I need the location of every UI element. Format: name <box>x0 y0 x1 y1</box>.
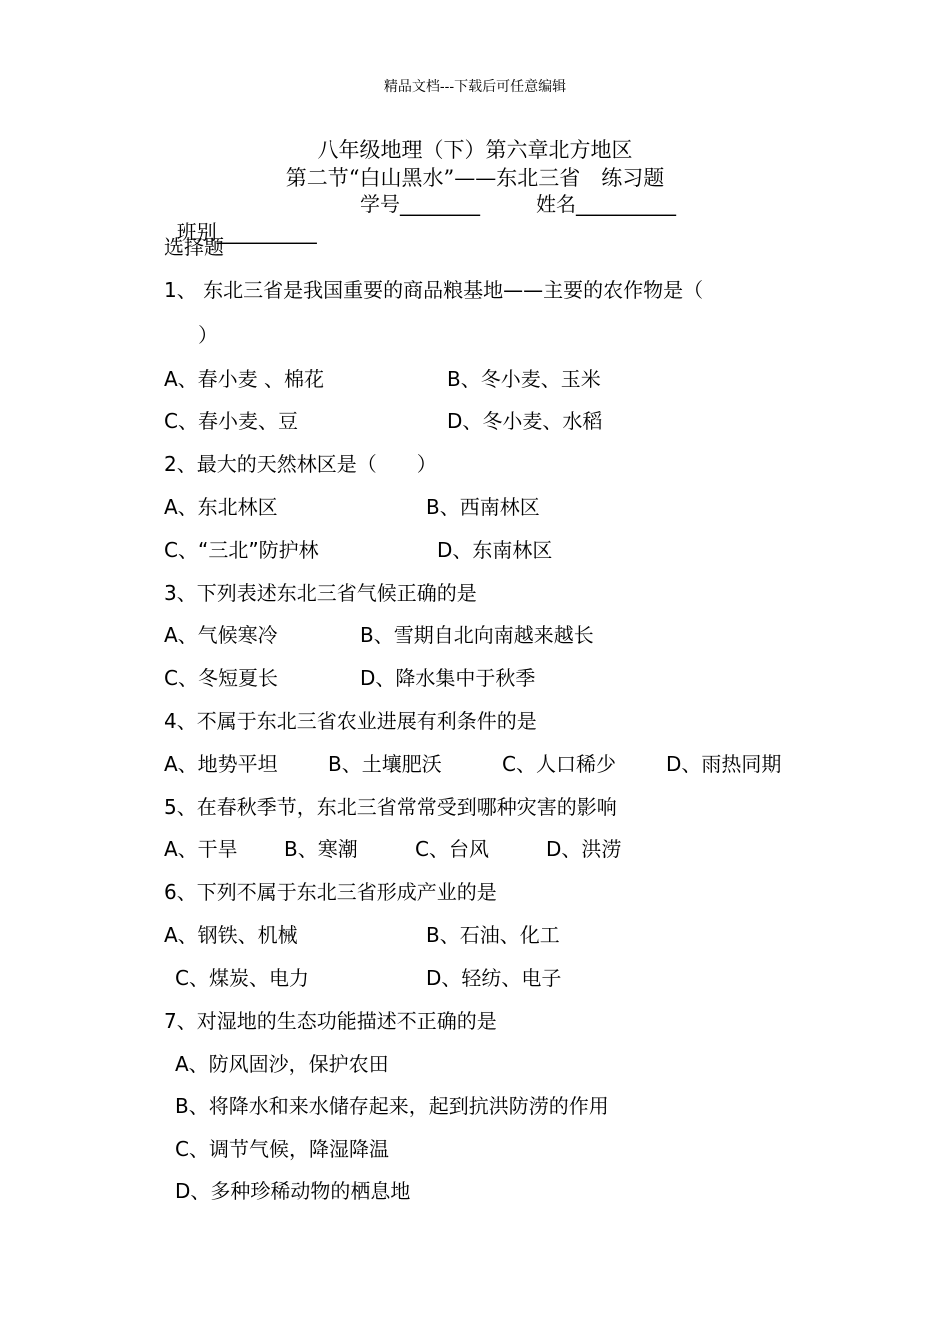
question-2-stem: 2、最大的天然林区是（ ） <box>164 452 437 476</box>
question-3-option-c: C、冬短夏长 <box>164 666 278 690</box>
question-5-option-c: C、台风 <box>415 837 489 861</box>
question-6-option-a: A、钢铁、机械 <box>164 923 298 947</box>
question-4-option-c: C、人口稀少 <box>502 752 616 776</box>
question-3-option-b: B、雪期自北向南越来越长 <box>360 623 594 647</box>
question-5-stem: 5、在春秋季节，东北三省常常受到哪种灾害的影响 <box>164 795 617 819</box>
question-6-option-c: C、煤炭、电力 <box>175 966 309 990</box>
question-5-option-d: D、洪涝 <box>546 837 622 861</box>
question-7-option-b: B、将降水和来水储存起来，起到抗洪防涝的作用 <box>175 1094 609 1118</box>
question-1-stem: 1、 东北三省是我国重要的商品粮基地——主要的农作物是（ <box>164 278 704 302</box>
question-3-option-a: A、气候寒冷 <box>164 623 278 647</box>
question-4-stem: 4、不属于东北三省农业进展有利条件的是 <box>164 709 537 733</box>
question-1-option-c: C、春小麦、豆 <box>164 409 298 433</box>
question-5-option-a: A、干旱 <box>164 837 238 861</box>
question-3-option-d: D、降水集中于秋季 <box>360 666 536 690</box>
question-7-option-a: A、防风固沙，保护农田 <box>175 1052 389 1076</box>
question-1-option-d: D、冬小麦、水稻 <box>447 409 603 433</box>
question-1-stem-cont: ） <box>198 323 218 347</box>
name-field-label: 姓名__________ <box>536 192 676 216</box>
question-2-option-b: B、西南林区 <box>426 495 540 519</box>
question-7-stem: 7、对湿地的生态功能描述不正确的是 <box>164 1009 497 1033</box>
question-1-option-a: A、春小麦 、棉花 <box>164 367 325 391</box>
question-1-option-b: B、冬小麦、玉米 <box>447 367 601 391</box>
question-4-option-d: D、雨热同期 <box>666 752 782 776</box>
question-2-option-d: D、东南林区 <box>437 538 553 562</box>
question-4-option-b: B、土壤肥沃 <box>328 752 442 776</box>
worksheet-subtitle: 第二节“白山黑水”——东北三省 练习题 <box>285 166 665 190</box>
header-note: 精品文档---下载后可任意编辑 <box>383 79 567 95</box>
question-3-stem: 3、下列表述东北三省气候正确的是 <box>164 581 477 605</box>
worksheet-title: 八年级地理（下）第六章北方地区 <box>317 138 633 162</box>
question-7-option-d: D、多种珍稀动物的栖息地 <box>175 1179 411 1203</box>
section-heading: 选择题 <box>164 235 224 259</box>
id-field-label: 学号________ <box>360 192 480 216</box>
question-6-option-b: B、石油、化工 <box>426 923 560 947</box>
question-6-option-d: D、轻纺、电子 <box>426 966 562 990</box>
question-5-option-b: B、寒潮 <box>284 837 358 861</box>
question-4-option-a: A、地势平坦 <box>164 752 278 776</box>
question-2-option-c: C、“三北”防护林 <box>164 538 319 562</box>
question-6-stem: 6、下列不属于东北三省形成产业的是 <box>164 880 497 904</box>
question-2-option-a: A、东北林区 <box>164 495 278 519</box>
class-field-label: 班别__________ <box>176 220 317 244</box>
question-7-option-c: C、调节气候，降湿降温 <box>175 1137 389 1161</box>
